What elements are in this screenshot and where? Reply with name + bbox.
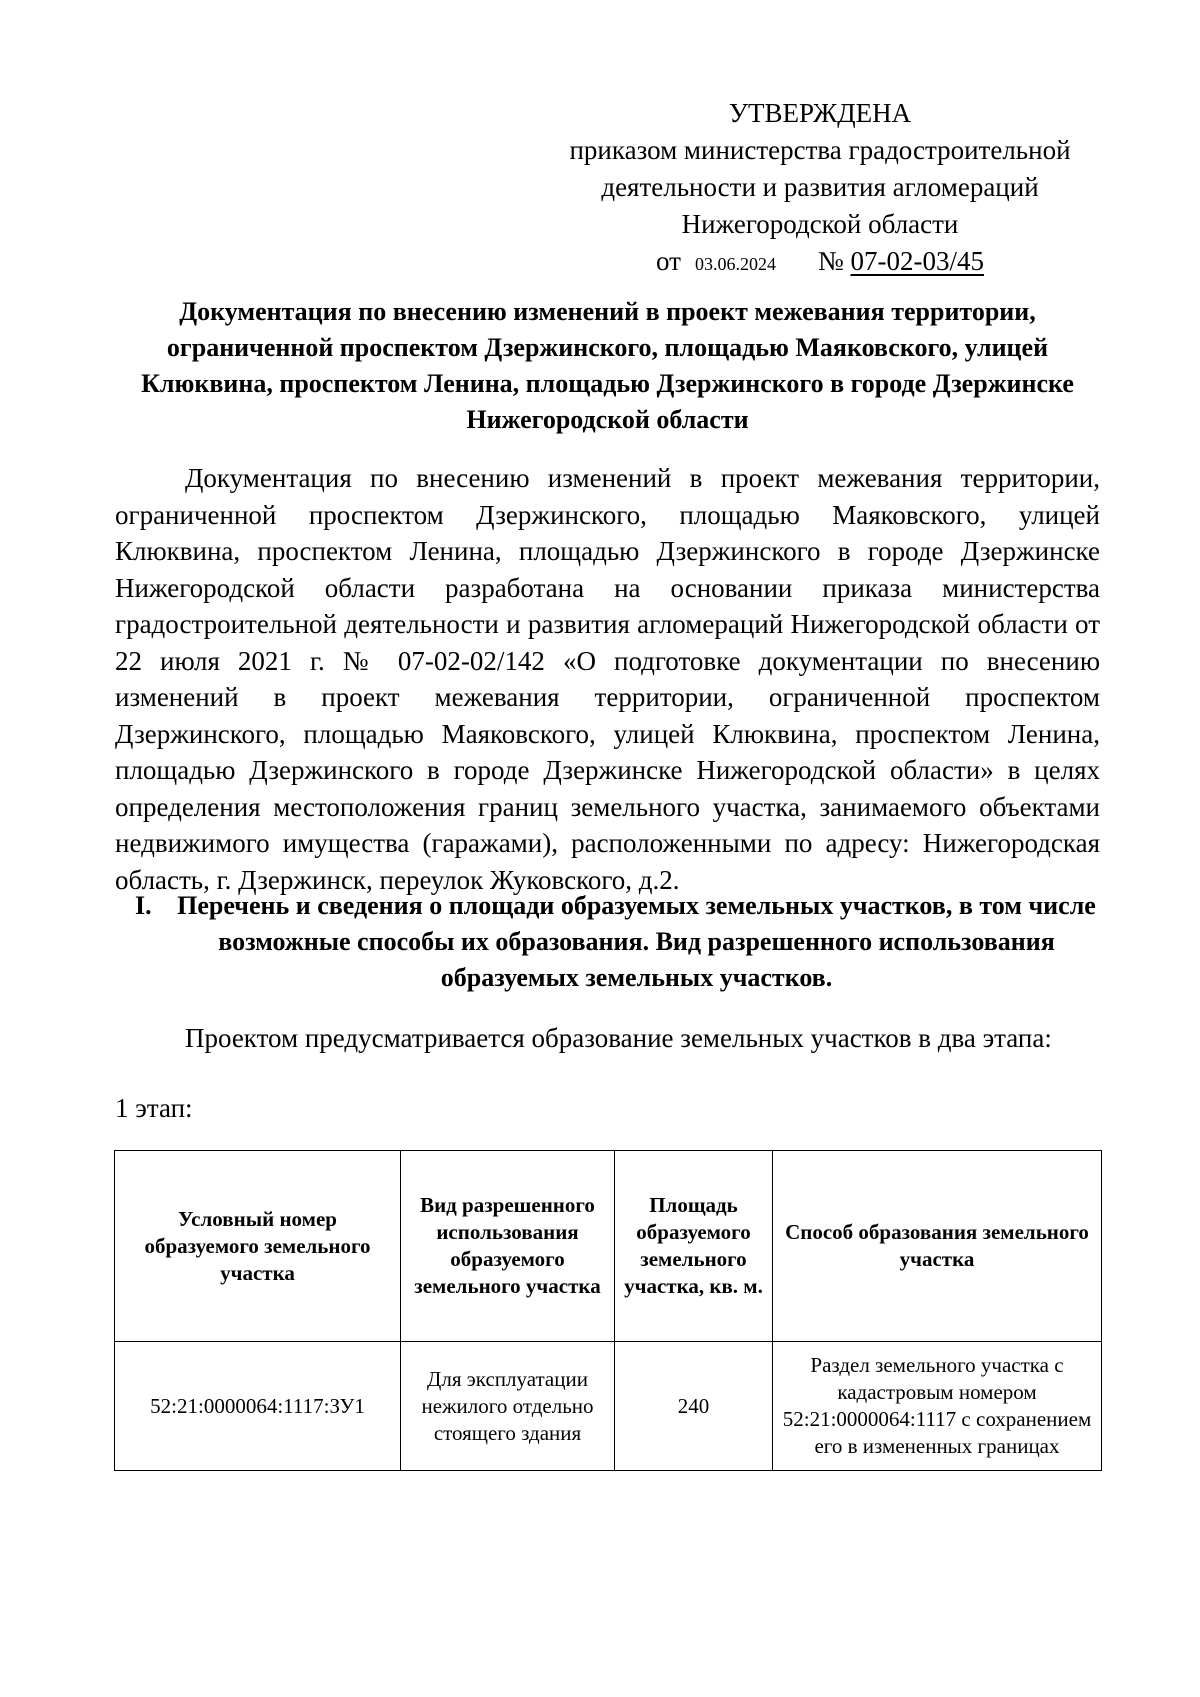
cell-permitted-use: Для эксплуатации нежилого отдельно стоящего здания xyxy=(401,1342,615,1471)
approval-number-sign: № xyxy=(817,246,844,276)
parcels-table xyxy=(114,1150,1102,1471)
header-permitted-use: Вид разрешенного использования образуемого земельного участка xyxy=(401,1151,615,1342)
cell-area: 240 xyxy=(615,1342,773,1471)
document-title: Документация по внесению изменений в проект межевания территории, ограниченной проспектом Дзержинского, площадью Маяковского, улицей Клюквина, проспектом Ленина, площадью Дзержинского в городе Дзержинске Нижегородской области xyxy=(141,297,1074,434)
header-formation-method: Способ образования земельного участка xyxy=(773,1151,1102,1342)
approval-line-region: Нижегородской области xyxy=(681,209,959,239)
approval-heading: УТВЕРЖДЕНА xyxy=(728,98,912,128)
approval-dateline xyxy=(540,243,1100,283)
approval-date: 03.06.2024 xyxy=(694,254,776,274)
section-title: Перечень и сведения о площади образуемых земельных участков, в том числе возможные способы их образования. Вид разрешенного использования образуемых земельных участков. xyxy=(177,891,1096,992)
cell-parcel-number: 52:21:0000064:1117:ЗУ1 xyxy=(115,1342,401,1471)
approval-number: 07-02-03/45 xyxy=(850,246,984,276)
section-number: I. xyxy=(135,891,152,920)
header-parcel-number: Условный номер образуемого земельного участка xyxy=(115,1151,401,1342)
cell-formation-method: Раздел земельного участка с кадастровым номером 52:21:0000064:1117 с сохранением его в измененных границах xyxy=(773,1342,1102,1471)
approval-block xyxy=(540,95,1100,283)
stage-label: 1 этап: xyxy=(115,1093,193,1123)
intro-paragraph: Документация по внесению изменений в проект межевания территории, ограниченной проспектом Дзержинского, площадью Маяковского, улицей Клюквина, проспектом Ленина, площадью Дзержинского в городе Дзержинске Нижегородской области разработана на основании приказа министерства градостроительной деятельности и развития агломераций Нижегородской области от 22 июля 2021 г. № 07-02-02/142 «О подготовке документации по внесению изменений в проект межевания территории, ограниченной проспектом Дзержинского, площадью Маяковского, улицей Клюквина, проспектом Ленина, площадью Дзержинского в городе Дзержинске Нижегородской области» в целях определения местоположения границ земельного участка, занимаемого объектами недвижимого имущества (гаражами), расположенными по адресу: Нижегородская область, г. Дзержинск, переулок Жуковского, д.2. xyxy=(115,463,1100,895)
header-area: Площадь образуемого земельного участка, кв. м. xyxy=(615,1151,773,1342)
stages-intro: Проектом предусматривается образование земельных участков в два этапа: xyxy=(185,1023,1052,1053)
table-row xyxy=(115,1342,1102,1471)
section-heading xyxy=(135,888,1100,996)
approval-from-label: от xyxy=(656,246,681,276)
approval-line-order: приказом министерства градостроительной xyxy=(569,135,1071,165)
table-header-row xyxy=(115,1151,1102,1342)
approval-line-ministry: деятельности и развития агломераций xyxy=(601,172,1039,202)
